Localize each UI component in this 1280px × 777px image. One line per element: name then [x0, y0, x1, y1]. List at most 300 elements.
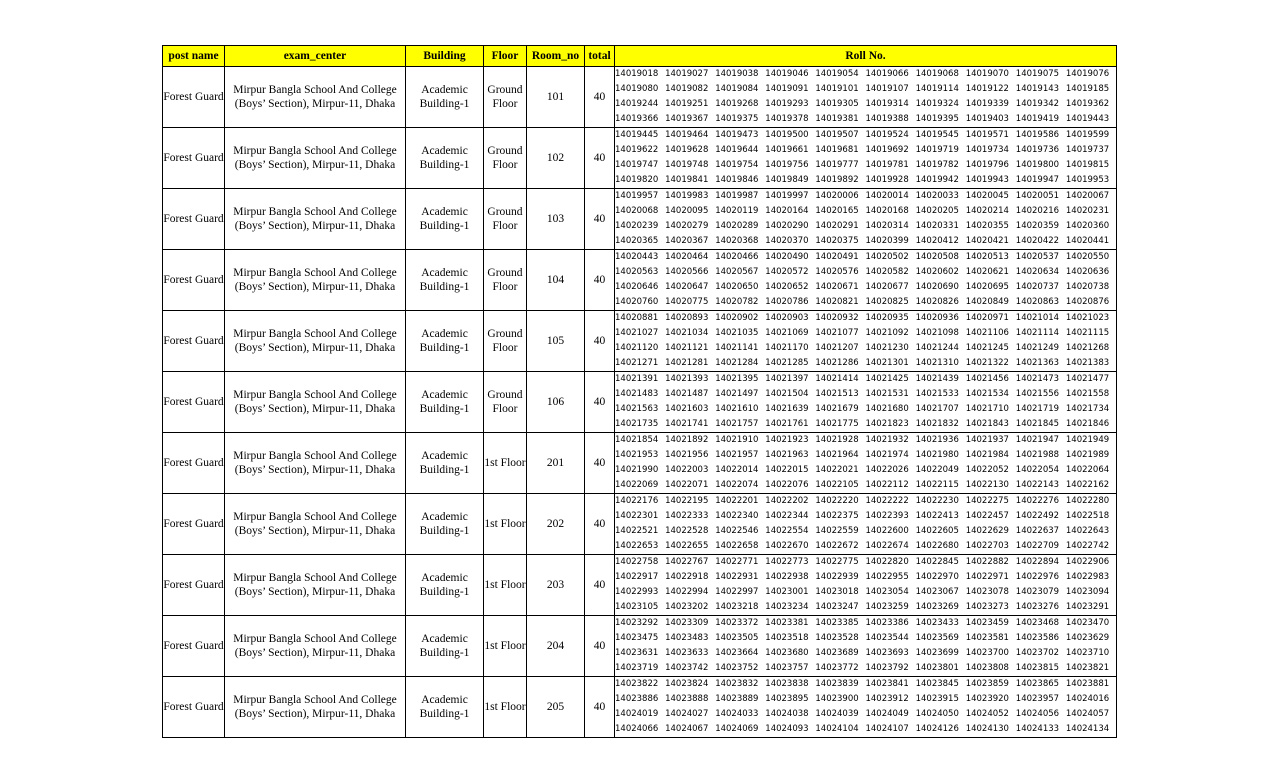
roll-number: 14022767	[665, 557, 709, 567]
building-cell-text: Building-1	[419, 586, 470, 598]
roll-number: 14020782	[715, 297, 759, 307]
roll-number: 14023385	[815, 618, 859, 628]
room-no-cell	[527, 494, 585, 555]
building-cell	[406, 433, 484, 494]
roll-numbers-cell	[615, 616, 1117, 677]
roll-number: 14023094	[1065, 587, 1110, 597]
roll-number: 14020582	[865, 267, 909, 277]
roll-number: 14019644	[715, 145, 759, 155]
roll-number: 14019324	[915, 99, 959, 109]
table-row	[163, 67, 1117, 128]
exam-center-cell-text: Mirpur Bangla School And College	[233, 328, 397, 340]
exam-center-cell-text: Mirpur Bangla School And College	[233, 572, 397, 584]
roll-number: 14021249	[1015, 343, 1060, 353]
roll-number: 14023957	[1015, 694, 1060, 704]
roll-number: 14020576	[815, 267, 859, 277]
floor-cell	[484, 372, 527, 433]
roll-number-grid	[615, 372, 1116, 432]
roll-number: 14021989	[1065, 450, 1110, 460]
roll-number: 14022670	[765, 541, 809, 551]
roll-number: 14020033	[915, 191, 959, 201]
roll-number: 14021556	[1015, 389, 1060, 399]
roll-number: 14023470	[1065, 618, 1110, 628]
post-name-cell-text: Forest Guard	[163, 152, 224, 164]
building-cell-text: Academic	[421, 328, 468, 340]
roll-number: 14024130	[965, 724, 1009, 734]
roll-number: 14024050	[915, 709, 959, 719]
roll-number: 14022413	[915, 511, 959, 521]
seat-plan-table	[162, 45, 1117, 738]
roll-number: 14021735	[615, 419, 659, 429]
roll-number: 14023693	[865, 648, 909, 658]
roll-number: 14021679	[815, 404, 859, 414]
floor-cell-text: 1st Floor	[484, 640, 526, 652]
roll-number: 14022742	[1065, 541, 1110, 551]
roll-number: 14021425	[865, 374, 909, 384]
roll-number: 14021639	[765, 404, 809, 414]
roll-numbers-cell	[615, 250, 1117, 311]
roll-number: 14022758	[615, 557, 659, 567]
roll-number: 14019754	[715, 160, 759, 170]
roll-number: 14020290	[765, 221, 809, 231]
exam-center-cell	[225, 372, 406, 433]
roll-number: 14022658	[715, 541, 759, 551]
roll-number: 14019781	[865, 160, 909, 170]
roll-number: 14022393	[865, 511, 909, 521]
roll-number: 14023886	[615, 694, 659, 704]
roll-number: 14023838	[765, 679, 809, 689]
roll-number: 14021439	[915, 374, 959, 384]
exam-center-cell-text: Mirpur Bangla School And College	[233, 389, 397, 401]
roll-number: 14021957	[715, 450, 759, 460]
roll-number: 14022105	[815, 480, 859, 490]
roll-number: 14023752	[715, 663, 759, 673]
roll-number: 14023832	[715, 679, 759, 689]
roll-number: 14020214	[965, 206, 1009, 216]
roll-number: 14019027	[665, 69, 709, 79]
roll-number: 14022955	[865, 572, 909, 582]
roll-number: 14019500	[765, 130, 809, 140]
roll-number: 14023801	[915, 663, 959, 673]
roll-number: 14020646	[615, 282, 659, 292]
roll-number: 14019080	[615, 84, 659, 94]
roll-number: 14019841	[665, 175, 709, 185]
exam-center-cell-text: (Boys’ Section), Mirpur-11, Dhaka	[234, 708, 396, 720]
roll-number: 14019443	[1065, 114, 1110, 124]
roll-number: 14020119	[715, 206, 759, 216]
exam-center-cell-text: (Boys’ Section), Mirpur-11, Dhaka	[234, 586, 396, 598]
post-name-cell	[163, 555, 225, 616]
roll-number: 14019473	[715, 130, 759, 140]
floor-cell-text: Floor	[492, 98, 518, 110]
roll-number: 14019692	[865, 145, 909, 155]
table-row	[163, 250, 1117, 311]
roll-number: 14020355	[965, 221, 1009, 231]
exam-center-cell	[225, 616, 406, 677]
roll-number: 14021823	[865, 419, 909, 429]
roll-number: 14023664	[715, 648, 759, 658]
roll-number: 14022643	[1065, 526, 1110, 536]
exam-center-cell-text: Mirpur Bangla School And College	[233, 267, 397, 279]
roll-number: 14019342	[1015, 99, 1060, 109]
post-name-cell	[163, 311, 225, 372]
roll-number: 14022014	[715, 465, 759, 475]
post-name-cell	[163, 616, 225, 677]
roll-number: 14022230	[915, 496, 959, 506]
exam-center-cell	[225, 250, 406, 311]
roll-number: 14020365	[615, 236, 659, 246]
roll-number: 14019815	[1065, 160, 1110, 170]
roll-number: 14022559	[815, 526, 859, 536]
roll-number: 14019122	[965, 84, 1009, 94]
roll-number: 14020634	[1015, 267, 1060, 277]
roll-number: 14023702	[1015, 648, 1060, 658]
roll-number: 14019101	[815, 84, 859, 94]
roll-number: 14021741	[665, 419, 709, 429]
roll-number: 14020466	[715, 252, 759, 262]
roll-number: 14022771	[715, 557, 759, 567]
roll-number: 14023888	[665, 694, 709, 704]
roll-number: 14023292	[615, 618, 659, 628]
roll-number: 14019892	[815, 175, 859, 185]
roll-numbers-cell	[615, 555, 1117, 616]
roll-number: 14019314	[865, 99, 909, 109]
building-cell-text: Building-1	[419, 464, 470, 476]
roll-number: 14023815	[1015, 663, 1060, 673]
roll-number: 14022052	[965, 465, 1009, 475]
roll-number: 14023900	[815, 694, 859, 704]
roll-number: 14021949	[1065, 435, 1110, 445]
roll-number: 14019571	[965, 130, 1009, 140]
roll-number: 14021395	[715, 374, 759, 384]
exam-center-cell-text: (Boys’ Section), Mirpur-11, Dhaka	[234, 342, 396, 354]
roll-number: 14023079	[1015, 587, 1060, 597]
header-total: total	[585, 46, 615, 67]
floor-cell-text: Floor	[492, 281, 518, 293]
roll-number: 14022076	[765, 480, 809, 490]
roll-number: 14024134	[1065, 724, 1110, 734]
roll-number: 14021846	[1065, 419, 1110, 429]
floor-cell	[484, 250, 527, 311]
roll-number: 14019445	[615, 130, 659, 140]
table-row	[163, 677, 1117, 738]
roll-number: 14023808	[965, 663, 1009, 673]
building-cell-text: Academic	[421, 206, 468, 218]
roll-number: 14019244	[615, 99, 659, 109]
roll-number: 14024052	[965, 709, 1009, 719]
roll-number: 14020550	[1065, 252, 1110, 262]
floor-cell-text: Floor	[492, 220, 518, 232]
roll-number: 14023273	[965, 602, 1009, 612]
roll-number: 14023433	[915, 618, 959, 628]
roll-number: 14019661	[765, 145, 809, 155]
roll-number: 14023889	[715, 694, 759, 704]
exam-center-cell-text: Mirpur Bangla School And College	[233, 450, 397, 462]
roll-number: 14021027	[615, 328, 659, 338]
roll-numbers-cell	[615, 67, 1117, 128]
roll-number: 14022637	[1015, 526, 1060, 536]
room-no-cell	[527, 67, 585, 128]
roll-numbers-cell	[615, 677, 1117, 738]
roll-number: 14019987	[715, 191, 759, 201]
roll-number: 14020572	[765, 267, 809, 277]
roll-number: 14023001	[765, 587, 809, 597]
roll-number: 14019796	[965, 160, 1009, 170]
roll-number: 14019622	[615, 145, 659, 155]
post-name-cell	[163, 494, 225, 555]
roll-number: 14023569	[915, 633, 959, 643]
roll-number: 14021707	[915, 404, 959, 414]
roll-number: 14023772	[815, 663, 859, 673]
roll-number: 14022629	[965, 526, 1009, 536]
roll-number: 14021077	[815, 328, 859, 338]
roll-number: 14019719	[915, 145, 959, 155]
floor-cell-text: Ground	[487, 145, 523, 157]
roll-number: 14020168	[865, 206, 909, 216]
roll-number: 14022069	[615, 480, 659, 490]
roll-number: 14021285	[765, 358, 809, 368]
roll-number: 14022939	[815, 572, 859, 582]
roll-number: 14019375	[715, 114, 759, 124]
roll-number: 14019367	[665, 114, 709, 124]
roll-number: 14023839	[815, 679, 859, 689]
roll-number: 14022143	[1015, 480, 1060, 490]
floor-cell	[484, 128, 527, 189]
table-row	[163, 433, 1117, 494]
roll-number: 14021207	[815, 343, 859, 353]
roll-number: 14021734	[1065, 404, 1110, 414]
roll-numbers-cell	[615, 433, 1117, 494]
roll-number: 14019756	[765, 160, 809, 170]
roll-number: 14022021	[815, 465, 859, 475]
roll-number: 14022202	[765, 496, 809, 506]
building-cell	[406, 128, 484, 189]
roll-number: 14023629	[1065, 633, 1110, 643]
post-name-cell	[163, 677, 225, 738]
floor-cell-text: 1st Floor	[484, 518, 526, 530]
roll-number: 14023631	[615, 648, 659, 658]
table-body	[163, 67, 1117, 738]
roll-number: 14021023	[1065, 313, 1110, 323]
roll-number: 14023505	[715, 633, 759, 643]
roll-number: 14024016	[1065, 694, 1110, 704]
roll-number: 14022906	[1065, 557, 1110, 567]
building-cell-text: Building-1	[419, 342, 470, 354]
roll-number: 14020095	[665, 206, 709, 216]
table-row	[163, 372, 1117, 433]
post-name-cell-text: Forest Guard	[163, 457, 224, 469]
roll-number: 14020513	[965, 252, 1009, 262]
roll-number: 14022894	[1015, 557, 1060, 567]
roll-number: 14021245	[965, 343, 1009, 353]
table-row	[163, 616, 1117, 677]
roll-number: 14019849	[765, 175, 809, 185]
roll-number: 14022976	[1015, 572, 1060, 582]
roll-number: 14020971	[965, 313, 1009, 323]
roll-number: 14022773	[765, 557, 809, 567]
roll-number: 14023483	[665, 633, 709, 643]
roll-number: 14023699	[915, 648, 959, 658]
roll-number: 14021121	[665, 343, 709, 353]
roll-number: 14021281	[665, 358, 709, 368]
roll-number: 14021473	[1015, 374, 1060, 384]
roll-number: 14023680	[765, 648, 809, 658]
roll-number: 14021301	[865, 358, 909, 368]
roll-number: 14023372	[715, 618, 759, 628]
roll-number: 14019942	[915, 175, 959, 185]
room-no-cell-text: 203	[546, 579, 565, 591]
roll-number: 14019524	[865, 130, 909, 140]
roll-number: 14024067	[665, 724, 709, 734]
roll-number: 14020566	[665, 267, 709, 277]
room-no-cell	[527, 311, 585, 372]
roll-number: 14023468	[1015, 618, 1060, 628]
roll-number: 14021106	[965, 328, 1009, 338]
roll-number: 14022195	[665, 496, 709, 506]
roll-number: 14024038	[765, 709, 809, 719]
building-cell-text: Building-1	[419, 708, 470, 720]
roll-number: 14020491	[815, 252, 859, 262]
roll-number: 14020849	[965, 297, 1009, 307]
roll-number: 14023912	[865, 694, 909, 704]
roll-number: 14021497	[715, 389, 759, 399]
roll-number-grid	[615, 311, 1116, 371]
roll-number: 14022301	[615, 511, 659, 521]
roll-number: 14022680	[915, 541, 959, 551]
roll-number: 14021271	[615, 358, 659, 368]
roll-number: 14021719	[1015, 404, 1060, 414]
roll-number-grid	[615, 67, 1116, 127]
total-cell-text: 40	[593, 213, 606, 225]
roll-number: 14021014	[1015, 313, 1060, 323]
exam-center-cell	[225, 494, 406, 555]
roll-number: 14022993	[615, 587, 659, 597]
roll-number: 14019091	[765, 84, 809, 94]
roll-number: 14022931	[715, 572, 759, 582]
roll-number: 14021854	[615, 435, 659, 445]
roll-number: 14020164	[765, 206, 809, 216]
post-name-cell-text: Forest Guard	[163, 701, 224, 713]
roll-number: 14020602	[915, 267, 959, 277]
total-cell-text: 40	[593, 396, 606, 408]
roll-number: 14020671	[815, 282, 859, 292]
roll-number: 14020502	[865, 252, 909, 262]
roll-number: 14020291	[815, 221, 859, 231]
roll-number: 14021393	[665, 374, 709, 384]
roll-number: 14024033	[715, 709, 759, 719]
roll-number: 14021963	[765, 450, 809, 460]
roll-number: 14019185	[1065, 84, 1110, 94]
floor-cell	[484, 189, 527, 250]
roll-number: 14022528	[665, 526, 709, 536]
building-cell-text: Academic	[421, 389, 468, 401]
roll-number: 14023528	[815, 633, 859, 643]
roll-number: 14021230	[865, 343, 909, 353]
roll-number: 14021947	[1015, 435, 1060, 445]
roll-number: 14022971	[965, 572, 1009, 582]
roll-number: 14022672	[815, 541, 859, 551]
roll-numbers-cell	[615, 128, 1117, 189]
roll-number: 14023859	[965, 679, 1009, 689]
roll-number: 14019747	[615, 160, 659, 170]
roll-number-grid	[615, 189, 1116, 249]
roll-number: 14020821	[815, 297, 859, 307]
roll-number: 14020367	[665, 236, 709, 246]
roll-number: 14019070	[965, 69, 1009, 79]
roll-number: 14021268	[1065, 343, 1110, 353]
roll-number: 14020508	[915, 252, 959, 262]
roll-number: 14021937	[965, 435, 1009, 445]
roll-number: 14024066	[615, 724, 659, 734]
roll-number: 14021504	[765, 389, 809, 399]
building-cell-text: Academic	[421, 145, 468, 157]
total-cell-text: 40	[593, 152, 606, 164]
roll-number: 14020331	[915, 221, 959, 231]
building-cell	[406, 311, 484, 372]
roll-number: 14023067	[915, 587, 959, 597]
roll-number: 14021141	[715, 343, 759, 353]
roll-number: 14021092	[865, 328, 909, 338]
exam-center-cell	[225, 433, 406, 494]
roll-number: 14022917	[615, 572, 659, 582]
roll-number: 14021513	[815, 389, 859, 399]
roll-number: 14021680	[865, 404, 909, 414]
room-no-cell-text: 204	[546, 640, 565, 652]
roll-number: 14020412	[915, 236, 959, 246]
roll-number: 14022655	[665, 541, 709, 551]
roll-number: 14023381	[765, 618, 809, 628]
total-cell	[585, 372, 615, 433]
table-row	[163, 128, 1117, 189]
roll-number: 14023689	[815, 648, 859, 658]
roll-number: 14019075	[1015, 69, 1060, 79]
roll-number: 14020636	[1065, 267, 1110, 277]
roll-number: 14021558	[1065, 389, 1110, 399]
roll-number: 14024027	[665, 709, 709, 719]
roll-number: 14023915	[915, 694, 959, 704]
roll-number: 14022994	[665, 587, 709, 597]
roll-number: 14019737	[1065, 145, 1110, 155]
roll-number: 14021845	[1015, 419, 1060, 429]
floor-cell	[484, 433, 527, 494]
roll-number: 14019419	[1015, 114, 1060, 124]
room-no-cell	[527, 250, 585, 311]
roll-number: 14020825	[865, 297, 909, 307]
room-no-cell	[527, 372, 585, 433]
roll-number: 14021964	[815, 450, 859, 460]
roll-number: 14022344	[765, 511, 809, 521]
roll-number: 14023247	[815, 602, 859, 612]
roll-number: 14021286	[815, 358, 859, 368]
post-name-cell	[163, 372, 225, 433]
roll-number: 14022130	[965, 480, 1009, 490]
roll-number: 14024069	[715, 724, 759, 734]
room-no-cell-text: 105	[546, 335, 565, 347]
roll-number: 14023742	[665, 663, 709, 673]
roll-number: 14022220	[815, 496, 859, 506]
roll-number: 14024019	[615, 709, 659, 719]
roll-number: 14023291	[1065, 602, 1110, 612]
roll-number: 14021397	[765, 374, 809, 384]
roll-number: 14023581	[965, 633, 1009, 643]
building-cell-text: Building-1	[419, 220, 470, 232]
roll-number: 14023202	[665, 602, 709, 612]
floor-cell-text: Ground	[487, 267, 523, 279]
roll-number-grid	[615, 677, 1116, 737]
room-no-cell-text: 104	[546, 274, 565, 286]
total-cell-text: 40	[593, 579, 606, 591]
floor-cell-text: Floor	[492, 159, 518, 171]
